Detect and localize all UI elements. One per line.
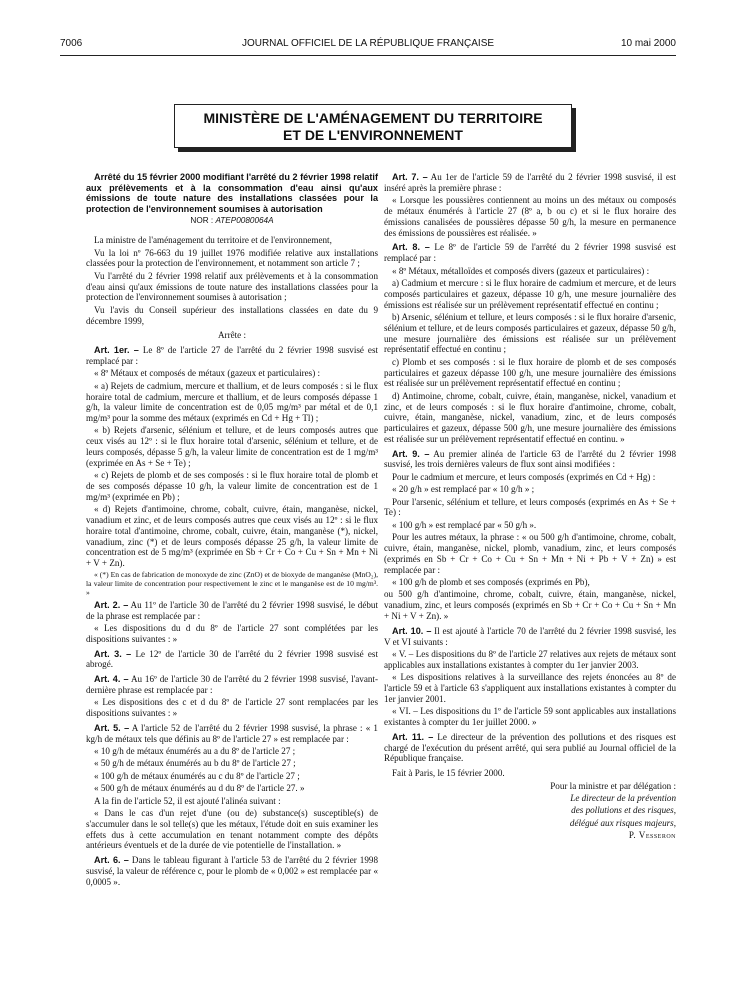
article-10: Art. 10. – Il est ajouté à l'article 70 de l'arrêté du 2 février 1998 susvisé, les V et VI suivants : [384,625,677,647]
quote: « Les dispositions du d du 8º de l'article 27 sont complétées par les dispositions suivantes : » [86,622,378,644]
paragraph: A la fin de l'article 52, il est ajouté l'alinéa suivant : [94,795,281,806]
page-number: 7006 [60,38,83,49]
article-label: Art. 8. – [392,242,430,253]
paragraph: Pour l'arsenic, sélénium et tellure, et leurs composés (exprimés en As + Se + Te) : [384,496,676,518]
article-7: Art. 7. – Au 1er de l'article 59 de l'arrêté du 2 février 1998 susvisé, il est inséré après la première phrase : [384,172,676,193]
header-rule [60,55,676,56]
footnote: « (*) En cas de fabrication de monoxyde de zinc (ZnO) et de bioxyde de manganèse (MnO₂), la valeur limite de concentration pour respectivement le zinc et le manganèse est de 10 mg/m³. » [86,570,378,597]
nor-label: NOR : [190,216,214,226]
done-at: Fait à Paris, le 15 février 2000. [392,768,505,779]
ministry-line-2: ET DE L'ENVIRONNEMENT [283,127,463,143]
quote: « a) Rejets de cadmium, mercure et thallium, et de leurs composés : si le flux horaire total de cadmium, mercure et thallium, et de leurs composés dépasse 1 g/h, la valeur limite de concentration est de 0,05 mg/m³ par métal et de 0,1 mg/m³ pour la somme des métaux (exprimés en Cd + Hg + Tl) ; [86,380,378,424]
paragraph: Vu l'arrêté du 2 février 1998 relatif aux prélèvements et à la consommation d'eau ainsi qu'aux émissions de toute nature des installations classées pour la protection de l'environnement soumises à autorisation ; [86,270,378,303]
article-3: Art. 3. – Le 12º de l'article 30 de l'arrêté du 2 février 1998 susvisé est abrogé. [86,648,378,670]
quote: « 20 g/h » est remplacé par « 10 g/h » ; [392,484,535,495]
list-item: « 10 g/h de métaux énumérés au a du 8º de l'article 27 ; [94,746,296,757]
article-1: Art. 1er. – Le 8º de l'article 27 de l'arrêté du 2 février 1998 susvisé est remplacé par : [86,345,379,366]
article-8: Art. 8. – Le 8º de l'article 59 de l'arrêté du 2 février 1998 susvisé est remplacé par : [384,242,677,264]
article-label: Art. 11. – [392,731,434,742]
article-label: Art. 2. – [94,599,129,610]
article-11: Art. 11. – Le directeur de la prévention des pollutions et des risques est chargé de l'exécution du présent arrêté, qui sera publié au Journal officiel de la République française. [384,731,676,764]
paragraph: Vu l'avis du Conseil supérieur des installations classées en date du 9 décembre 1999, [86,304,378,326]
paragraph: Pour les autres métaux, la phrase : « ou 500 g/h d'antimoine, chrome, cobalt, cuivre, étain, manganèse, nickel, plomb, vanadium, zinc, et leurs composés (exprimés en Sb + Cr + Co + Cu + Sn + Mn + Ni + Pb + V + Zn) » est remplacée par : [384,532,676,575]
list-item: « 100 g/h de métaux énumérés au c du 8º de l'article 27 ; [94,770,300,781]
article-label: Art. 9. – [392,448,430,459]
signature-title: des pollutions et des risques, [571,805,676,816]
quote: « Dans le cas d'un rejet d'une (ou de) substance(s) susceptible(s) de s'accumuler dans le sol telle(s) que les métaux, l'étude doit en suis examiner les effets dus à cette accumulation en tenant notamment compte des dépôts antérieurs éventuels et de la durée de vie potentielle de l'installation. » [86,808,378,851]
quote: b) Arsenic, sélénium et tellure, et leurs composés : si le flux horaire d'arsenic, sélénium et tellure, et de leurs composés particulaires et gazeux, dépasse 50 g/h, une mesure journalière des émissions est réalisée sur un prélèvement représentatif effectué en continu ; [384,311,676,355]
quote: « c) Rejets de plomb et de ses composés : si le flux horaire total de plomb et de ses composés dépasse 10 g/h, la valeur limite de concentration est de 1 mg/m³ (exprimée en Pb) ; [86,470,378,502]
quote: « 100 g/h de plomb et ses composés (exprimés en Pb), [392,577,590,588]
signature-title: Le directeur de la prévention [570,792,676,803]
quote: « 100 g/h » est remplacé par « 50 g/h ». [392,519,537,530]
list-item: « 50 g/h de métaux énumérés au b du 8º de l'article 27 ; [94,758,296,769]
article-label: Art. 4. – [94,674,129,685]
right-column [384,172,676,842]
quote: d) Antimoine, chrome, cobalt, cuivre, étain, manganèse, nickel, vanadium et zinc, et de leurs composés : si le flux horaire d'antimoine, chrome, cobalt, cuivre, étain, manganèse, nickel, vanadium, zinc, et de leurs composés particulaires et gazeux, dépasse 500 g/h, une mesure journalière des émissions est réalisée sur un prélèvement représentatif effectué en continu. » [384,390,676,444]
quote: « Les dispositions des c et d du 8º de l'article 27 sont remplacées par les dispositions suivantes : » [86,697,378,719]
article-6: Art. 6. – Dans le tableau figurant à l'article 53 de l'arrêté du 2 février 1998 susvisé, la valeur de référence c, pour le plomb de « 0,002 » est remplacée par « 0,0005 ». [86,855,378,887]
decree-title: Arrêté du 15 février 2000 modifiant l'arrêté du 2 février 1998 relatif aux prélèvements et à la consommation d'eau ainsi qu'aux émissions de toute nature des installations classées pour la protection de l'environnement soumises à autorisation [86,172,378,214]
left-column [86,172,378,889]
paragraph: Vu la loi nº 76-663 du 19 juillet 1976 modifiée relative aux installations classées pour la protection de l'environnement, et notamment son article 7 ; [86,247,378,269]
nor-code: ATEP0080064A [215,216,274,226]
nor-line [86,216,378,227]
paragraph: La ministre de l'aménagement du territoire et de l'environnement, [94,235,332,246]
quote: a) Cadmium et mercure : si le flux horaire de cadmium et mercure, et de leurs composés particulaires et gazeux, dépasse 10 g/h, une mesure journalière des émissions est réalisée sur un prélèvement représentatif effectué en continu ; [384,277,676,310]
article-2: Art. 2. – Au 11º de l'article 30 de l'arrêté du 2 février 1998 susvisé, le début de la phrase est remplacée par : [86,599,378,621]
article-4: Art. 4. – Au 16º de l'article 30 de l'arrêté du 2 février 1998 susvisé, l'avant-dernière phrase est remplacée par : [86,674,378,695]
signature-title: délégué aux risques majeurs, [569,817,676,828]
quote: c) Plomb et ses composés : si le flux horaire de plomb et de ses composés particulaires et gazeux dépasse 100 g/h, une mesure journalière des émissions est réalisée sur un prélèvement représentatif effectué en continu ; [384,356,676,389]
quote: « Lorsque les poussières contiennent au moins un des métaux ou composés de métaux énumérés à l'article 27 (8º a, b ou c) et si le flux horaire des émissions canalisées de poussières dépasse 50 g/h, la mesure en permanence des émissions de poussières est réalisée. » [384,195,676,238]
journal-title: JOURNAL OFFICIEL DE LA RÉPUBLIQUE FRANÇAISE [241,38,495,49]
article-label: Art. 5. – [94,722,130,733]
paragraph: Pour le cadmium et mercure, et leurs composés (exprimés en Cd + Hg) : [392,471,656,482]
signature-line: Pour la ministre et par délégation : [550,780,676,791]
article-9: Art. 9. – Au premier alinéa de l'article 63 de l'arrêté du 2 février 1998 susvisé, les trois dernières valeurs de flux sont ainsi modifiées : [384,448,677,470]
quote: ou 500 g/h d'antimoine, chrome, cobalt, cuivre, étain, manganèse, nickel, vanadium, zinc, et leurs composés (exprimés en Sb + Cr + Co + Cu + Sn + Mn + Ni + V + Zn). » [384,589,676,621]
article-label: Art. 6. – [94,855,129,866]
quote: « Les dispositions relatives à la surveillance des rejets énoncées au 8º de l'article 59 et à l'article 63 s'appliquent aux installations existantes à compter du 1er janvier 2001. [384,672,676,704]
article-label: Art. 3. – [94,648,132,659]
list-item: « 500 g/h de métaux énumérés au d du 8º de l'article 27. » [94,783,305,794]
quote: « V. – Les dispositions du 8º de l'article 27 relatives aux rejets de métaux sont applicables aux installations existantes à compter du 1er janvier 2003. [384,648,676,670]
article-label: Art. 1er. – [94,345,139,356]
issue-date: 10 mai 2000 [620,38,676,49]
article-label: Art. 10. – [392,625,432,636]
ministry-box [174,104,572,148]
ministry-line-1: MINISTÈRE DE L'AMÉNAGEMENT DU TERRITOIRE [203,110,543,126]
quote: « d) Rejets d'antimoine, chrome, cobalt, cuivre, étain, manganèse, nickel, vanadium et zinc, et de leurs composés autres que ceux visés au 12º : si le flux horaire total d'antimoine, chrome, cobalt, cuivre, étain, manganèse (*), nickel, vanadium, zinc (*) et de leurs composés dépasse 25 g/h, la valeur limite de concentration est de 5 mg/m³ (exprimée en Sb + Cr + Co + Cu + Sn + Mn + Ni + V + Zn). [86,504,378,569]
signatory-name: P. Vesseron [628,830,676,841]
page-header [60,38,676,54]
arrete-heading: Arrête : [217,330,247,341]
quote: « VI. – Les dispositions du 1º de l'article 59 sont applicables aux installations existantes à compter du 1er juillet 2000. » [384,706,676,727]
quote: « 8º Métaux et composés de métaux (gazeux et particulaires) : [94,368,321,379]
quote: « 8º Métaux, métalloïdes et composés divers (gazeux et particulaires) : [392,265,650,276]
article-label: Art. 7. – [392,172,428,182]
article-5: Art. 5. – A l'article 52 de l'arrêté du 2 février 1998 susvisé, la phrase : « 1 kg/h de métaux tels que définis au 8º de l'article 27 » est remplacée par : [86,722,378,744]
quote: « b) Rejets d'arsenic, sélénium et tellure, et de leurs composés autres que ceux visés au 12º : si le flux horaire total d'arsenic, sélénium et tellure, et de leurs composés, dépasse 5 g/h, la valeur limite de concentration est de 1 mg/m³ (exprimée en As + Se + Te) ; [86,425,378,468]
